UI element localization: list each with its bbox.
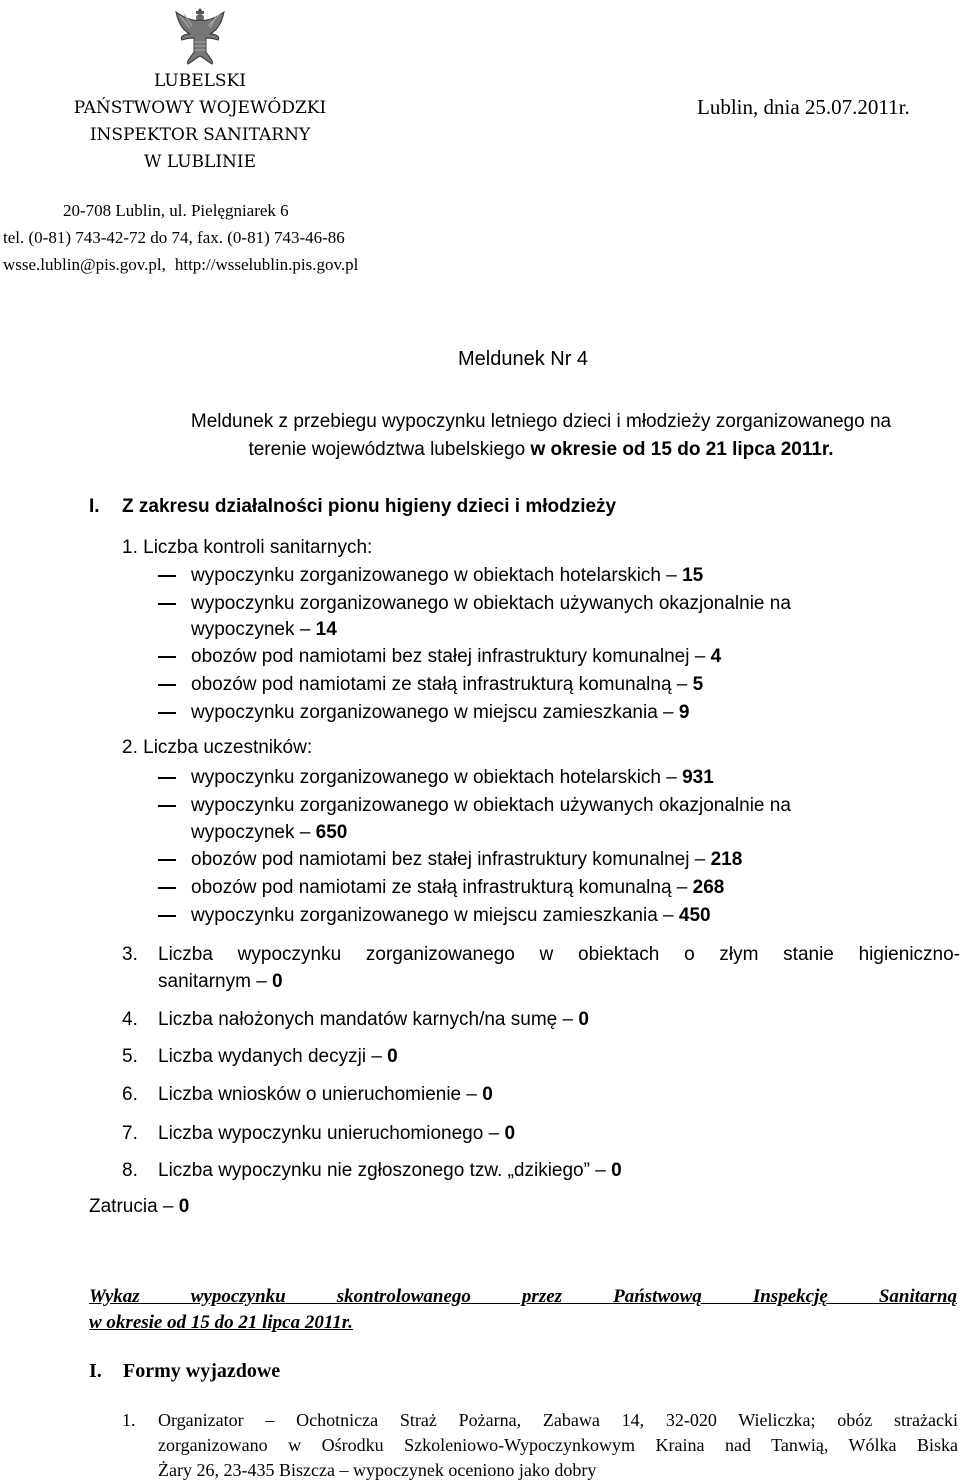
postal-address: 20-708 Lublin, ul. Pielęgniarek 6	[63, 201, 289, 220]
item-text	[158, 1120, 960, 1147]
list-item-text	[191, 764, 714, 791]
bullet-label: wypoczynek –	[191, 822, 316, 843]
list-item-text	[191, 562, 703, 589]
entry-line: zorganizowano w Ośrodku Szkoleniowo-Wypoczynkowym Kraina nad Tanwią, Wólka Biska	[158, 1435, 958, 1455]
heading-line: Wykaz wypoczynku skontrolowanego przez Państwową Inspekcję Sanitarną	[89, 1286, 957, 1307]
item-label: Liczba nałożonych mandatów karnych/na sumę –	[158, 1009, 579, 1030]
list-item-text	[191, 874, 724, 901]
document-date: Lublin, dnia 25.07.2011r.	[697, 95, 910, 119]
contact-links	[0, 251, 358, 278]
list-item-text	[191, 671, 703, 698]
email-link[interactable]: wsse.lublin@pis.gov.pl,	[3, 255, 166, 274]
entry-line: Organizator – Ochotnicza Straż Pożarna, Zabawa 14, 32-020 Wieliczka; obóz strażacki	[158, 1410, 958, 1430]
dash-icon	[158, 575, 176, 577]
item-text	[158, 1043, 960, 1070]
item-heading: 2. Liczba uczestników:	[122, 737, 313, 758]
issuer-block	[40, 68, 360, 176]
item-label: Liczba wypoczynku unieruchomionego –	[158, 1123, 505, 1144]
bullet-label: wypoczynku zorganizowanego w miejscu zamieszkania –	[191, 905, 679, 926]
item-value: 0	[482, 1084, 493, 1105]
issuer-line: INSPEKTOR SANITARNY	[89, 125, 311, 145]
intro-line	[80, 436, 960, 464]
list-item-text	[191, 902, 711, 929]
website-link[interactable]: http://wsselublin.pis.gov.pl	[174, 255, 359, 274]
item-number: 7.	[122, 1123, 138, 1144]
item-label: Liczba wydanych decyzji –	[158, 1046, 388, 1067]
bullet-label: obozów pod namiotami bez stałej infrastruktury komunalnej –	[191, 646, 711, 667]
bullet-label: wypoczynku zorganizowanego w obiektach używanych okazjonalnie na	[191, 593, 791, 614]
item-value: 0	[504, 1123, 516, 1144]
bullet-label: wypoczynek –	[191, 619, 316, 640]
issuer-line: PAŃSTWOWY WOJEWÓDZKI	[73, 98, 327, 118]
bullet-value: 650	[315, 822, 348, 843]
poisonings-value: 0	[178, 1196, 190, 1217]
dash-icon	[158, 777, 176, 779]
entry-text	[158, 1408, 958, 1483]
inspection-list-heading	[89, 1284, 957, 1336]
subsection-title: Formy wyjazdowe	[123, 1360, 281, 1382]
item-line	[158, 968, 960, 995]
bullet-value: 5	[692, 674, 704, 695]
item-number: 8.	[122, 1160, 138, 1181]
bullet-value: 4	[710, 646, 722, 667]
dash-icon	[158, 684, 176, 686]
bullet-value: 268	[692, 877, 725, 898]
item-line: Liczba wypoczynku zorganizowanego w obiektach o złym stanie higieniczno-	[158, 944, 960, 965]
section-number: I.	[89, 496, 100, 517]
bullet-value: 15	[682, 565, 704, 586]
list-item-text	[191, 819, 347, 846]
poisonings-line	[89, 1196, 189, 1218]
subsection-heading	[89, 1360, 280, 1383]
item-number: 5.	[122, 1046, 138, 1067]
report-intro	[80, 408, 960, 464]
bullet-label: wypoczynku zorganizowanego w miejscu zamieszkania –	[191, 702, 679, 723]
heading-line: w okresie od 15 do 21 lipca 2011r.	[89, 1312, 353, 1333]
list-item-text	[191, 846, 742, 873]
item-text	[158, 1157, 960, 1184]
list-item-text	[191, 792, 791, 819]
bullet-label: wypoczynku zorganizowanego w obiektach hotelarskich –	[191, 565, 683, 586]
eagle-emblem-icon	[172, 2, 228, 68]
section-title: Z zakresu działalności pionu higieny dzieci i młodzieży	[122, 496, 617, 517]
dash-icon	[158, 656, 176, 658]
section-heading	[89, 496, 616, 518]
dash-icon	[158, 887, 176, 889]
bullet-label: obozów pod namiotami bez stałej infrastruktury komunalnej –	[191, 849, 711, 870]
item-label: Liczba wniosków o unieruchomienie –	[158, 1084, 483, 1105]
poisonings-label: Zatrucia –	[89, 1196, 179, 1217]
intro-text: terenie województwa lubelskiego	[248, 439, 531, 460]
bullet-label: obozów pod namiotami ze stałą infrastrukturą komunalną –	[191, 674, 693, 695]
bullet-value: 218	[710, 849, 743, 870]
report-title: Meldunek Nr 4	[457, 348, 589, 370]
list-item-text	[191, 616, 337, 643]
contact-block	[0, 197, 358, 278]
phone-fax: tel. (0-81) 743-42-72 do 74, fax. (0-81) 743-46-86	[3, 228, 345, 247]
entry-number: 1.	[122, 1410, 136, 1430]
dash-icon	[158, 859, 176, 861]
intro-period: w okresie od 15 do 21 lipca 2011r.	[530, 439, 834, 460]
item-text	[158, 941, 960, 995]
dash-icon	[158, 712, 176, 714]
issuer-line: W LUBLINIE	[143, 152, 257, 172]
item-label: Liczba wypoczynku nie zgłoszonego tzw. „dzikiego” –	[158, 1160, 612, 1181]
bullet-label: wypoczynku zorganizowanego w obiektach hotelarskich –	[191, 767, 683, 788]
item-value: 0	[611, 1160, 622, 1181]
dash-icon	[158, 603, 176, 605]
item-number: 6.	[122, 1084, 138, 1105]
bullet-label: wypoczynku zorganizowanego w obiektach używanych okazjonalnie na	[191, 795, 791, 816]
dash-icon	[158, 915, 176, 917]
item-number: 3.	[122, 944, 138, 965]
list-item-text	[191, 699, 689, 726]
item-label: sanitarnym –	[158, 971, 273, 992]
item-number: 4.	[122, 1009, 138, 1030]
item-heading: 1. Liczba kontroli sanitarnych:	[122, 537, 373, 558]
bullet-value: 450	[678, 905, 711, 926]
item-text	[158, 1006, 960, 1033]
list-item-text	[191, 590, 791, 617]
item-value: 0	[578, 1009, 589, 1030]
bullet-value: 14	[315, 619, 337, 640]
list-item-text	[191, 643, 721, 670]
bullet-value: 9	[678, 702, 690, 723]
intro-line: Meldunek z przebiegu wypoczynku letniego dzieci i młodzieży zorganizowanego na	[190, 411, 892, 432]
issuer-line: LUBELSKI	[154, 71, 246, 91]
bullet-value: 931	[682, 767, 714, 788]
subsection-number: I.	[89, 1360, 102, 1382]
entry-line: Żary 26, 23-435 Biszcza – wypoczynek oceniono jako dobry	[158, 1460, 597, 1480]
item-value: 0	[272, 971, 283, 992]
dash-icon	[158, 805, 176, 807]
item-value: 0	[387, 1046, 398, 1067]
bullet-label: obozów pod namiotami ze stałą infrastrukturą komunalną –	[191, 877, 693, 898]
item-text	[158, 1081, 960, 1108]
